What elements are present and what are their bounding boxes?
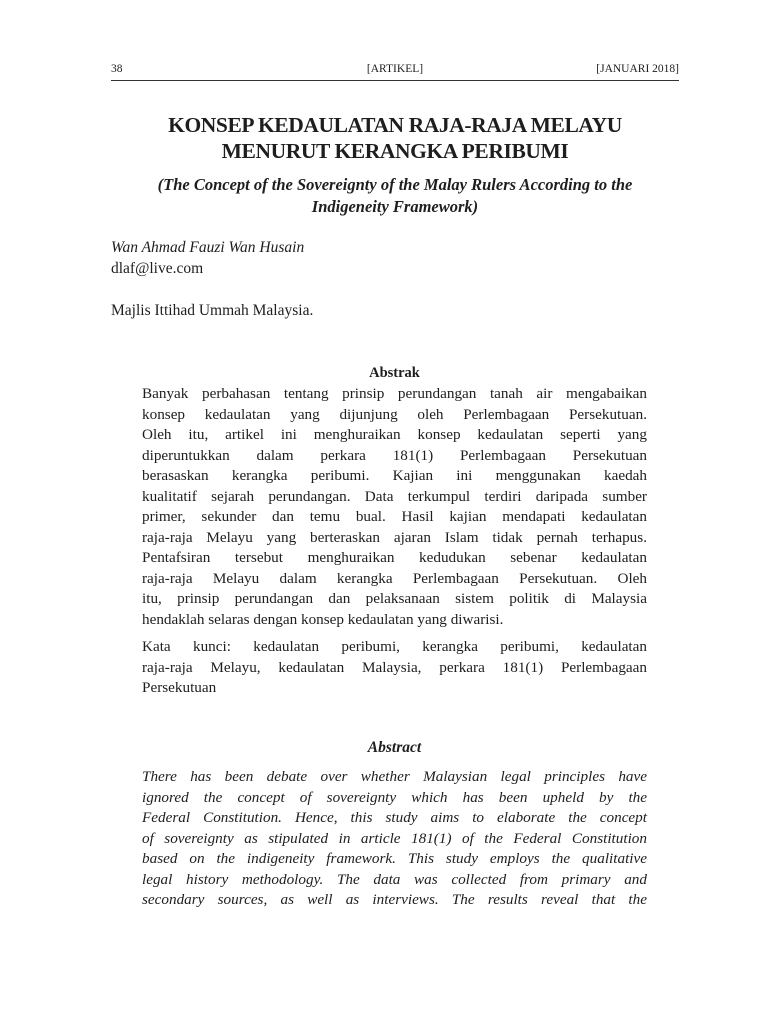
abstrak-line: raja-raja Melayu yang berteraskan ajaran Islam tidak pernah terhapus. bbox=[142, 528, 647, 546]
abstrak-line: itu, prinsip perundangan dan pelaksanaan sistem politik di Malaysia bbox=[142, 590, 647, 608]
article-title bbox=[111, 112, 679, 164]
abstrak-line: primer, sekunder dan temu bual. Hasil kajian mendapati kedaulatan bbox=[142, 508, 647, 526]
author-name: Wan Ahmad Fauzi Wan Husain bbox=[111, 239, 305, 256]
author-affiliation: Majlis Ittihad Ummah Malaysia. bbox=[111, 302, 314, 319]
issue-label: [JANUARI 2018] bbox=[596, 63, 679, 75]
article-subtitle bbox=[111, 174, 679, 218]
header-rule bbox=[111, 80, 679, 81]
subtitle-line: Indigeneity Framework) bbox=[311, 197, 479, 216]
abstrak-line: diperuntukkan dalam perkara 181(1) Perlembagaan Persekutuan bbox=[142, 446, 647, 464]
keywords-line: Kata kunci: kedaulatan peribumi, kerangka peribumi, kedaulatan bbox=[142, 638, 647, 655]
keywords bbox=[142, 637, 647, 699]
section-label: [ARTIKEL] bbox=[366, 63, 424, 75]
abstract-line: of sovereignty as stipulated in article 181(1) of the Federal Constitution bbox=[142, 829, 647, 847]
abstrak-line: Oleh itu, artikel ini menghuraikan konsep kedaulatan seperti yang bbox=[142, 426, 647, 444]
subtitle-line: (The Concept of the Sovereignty of the Malay Rulers According to the bbox=[157, 175, 633, 194]
abstrak-line: berasaskan kerangka peribumi. Kajian ini menggunakan kaedah bbox=[142, 467, 647, 485]
abstract-line: Federal Constitution. Hence, this study aims to elaborate the concept bbox=[142, 809, 647, 827]
abstract-line: legal history methodology. The data was collected from primary and bbox=[142, 870, 647, 888]
abstrak-line: kualitatif sejarah perundangan. Data terkumpul terdiri daripada sumber bbox=[142, 487, 647, 505]
abstrak-body bbox=[142, 384, 647, 631]
author-email: dlaf@live.com bbox=[111, 260, 204, 277]
abstrak-line: raja-raja Melayu dalam kerangka Perlembagaan Persekutuan. Oleh bbox=[142, 569, 647, 587]
abstract-body bbox=[142, 767, 647, 911]
keywords-line: raja-raja Melayu, kedaulatan Malaysia, perkara 181(1) Perlembagaan bbox=[142, 658, 647, 676]
title-line: MENURUT KERANGKA PERIBUMI bbox=[221, 139, 569, 163]
abstrak-heading: Abstrak bbox=[369, 365, 420, 381]
title-line: KONSEP KEDAULATAN RAJA-RAJA MELAYU bbox=[168, 113, 622, 137]
keywords-line: Persekutuan bbox=[142, 679, 217, 697]
abstrak-line: konsep kedaulatan yang dijunjung oleh Perlembagaan Persekutuan. bbox=[142, 405, 647, 423]
running-header bbox=[111, 62, 679, 78]
abstract-heading: Abstract bbox=[367, 739, 422, 756]
abstrak-line: hendaklah selaras dengan konsep kedaulatan yang diwarisi. bbox=[142, 611, 504, 629]
page-number: 38 bbox=[111, 63, 123, 75]
abstrak-line: Banyak perbahasan tentang prinsip perundangan tanah air mengabaikan bbox=[142, 385, 647, 402]
abstract-line: secondary sources, as well as interviews. The results reveal that the bbox=[142, 891, 647, 909]
abstrak-line: Pentafsiran tersebut menghuraikan kedudukan sebenar kedaulatan bbox=[142, 549, 647, 567]
abstract-line: There has been debate over whether Malaysian legal principles have bbox=[142, 768, 647, 785]
abstract-line: based on the indigeneity framework. This study employs the qualitative bbox=[142, 850, 647, 868]
abstract-line: ignored the concept of sovereignty which has been upheld by the bbox=[142, 788, 647, 806]
